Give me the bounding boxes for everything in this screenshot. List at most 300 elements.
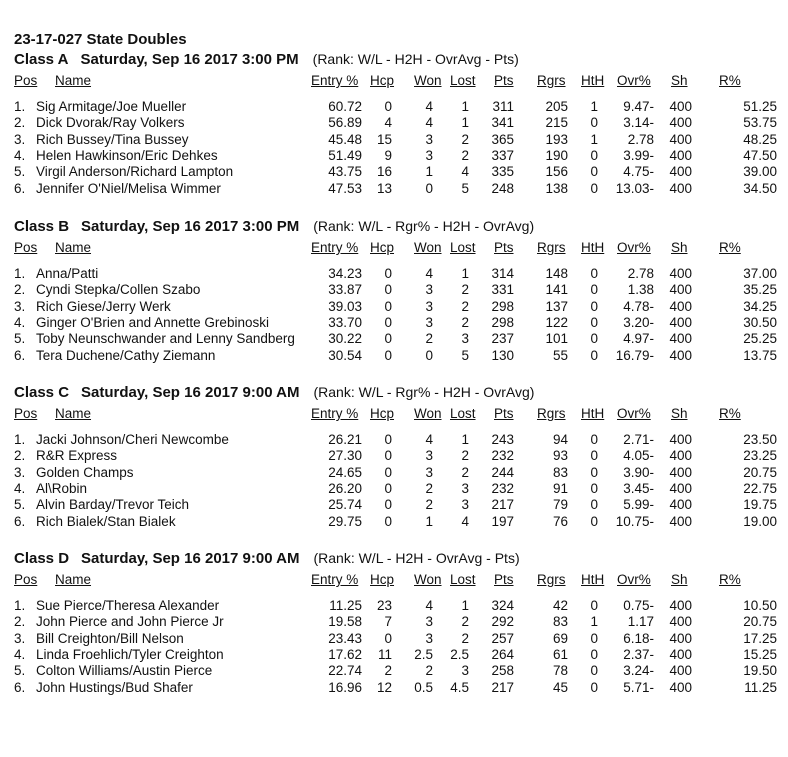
cell-hcp: 0 <box>384 432 392 447</box>
cell-sh: 400 <box>669 147 692 163</box>
cell-hcp: 7 <box>384 614 392 630</box>
column-header-pos: Pos <box>14 406 38 421</box>
cell-rpct: 30.50 <box>743 314 777 330</box>
cell-rgrs: 205 <box>545 99 568 114</box>
cell-entry: 29.75 <box>328 513 362 529</box>
cell-lost: 3 <box>461 663 469 679</box>
column-header-won: Won <box>414 73 442 88</box>
cell-rpct: 51.25 <box>743 99 777 114</box>
cell-ovr: 4.97- <box>623 331 654 347</box>
cell-name: Anna/Patti <box>36 266 99 281</box>
cell-entry: 51.49 <box>328 147 362 163</box>
cell-pts: 243 <box>491 432 514 447</box>
cell-entry: 30.54 <box>328 347 362 363</box>
cell-name: Rich Giese/Jerry Werk <box>36 298 171 314</box>
cell-hcp: 0 <box>384 314 392 330</box>
cell-ovr: 3.24- <box>623 663 654 679</box>
cell-pts: 264 <box>491 646 514 662</box>
column-header-rpct: R% <box>719 406 741 421</box>
class-rank-rule: (Rank: W/L - Rgr% - H2H - OvrAvg) <box>313 218 535 234</box>
cell-lost: 1 <box>461 99 469 114</box>
cell-hcp: 0 <box>384 480 392 496</box>
cell-pts: 314 <box>491 266 514 281</box>
cell-ovr: 3.90- <box>623 464 654 480</box>
table-row <box>0 465 788 481</box>
cell-hth: 0 <box>590 314 598 330</box>
cell-hcp: 4 <box>384 115 392 131</box>
class-name: Class A <box>14 51 69 68</box>
table-row <box>0 631 788 647</box>
cell-lost: 2 <box>461 448 469 464</box>
column-header-lost: Lost <box>450 572 476 587</box>
cell-sh: 400 <box>669 298 692 314</box>
cell-won: 2 <box>425 331 433 347</box>
cell-pos: 6. <box>14 347 26 363</box>
class-name: Class B <box>14 218 70 235</box>
cell-lost: 3 <box>461 331 469 347</box>
cell-pos: 3. <box>14 131 26 147</box>
cell-lost: 2 <box>461 131 469 147</box>
cell-rpct: 34.25 <box>743 298 777 314</box>
cell-hcp: 0 <box>384 99 392 114</box>
cell-rgrs: 93 <box>552 448 568 464</box>
cell-hth: 1 <box>590 614 598 630</box>
cell-pos: 5. <box>14 331 26 347</box>
cell-lost: 3 <box>461 480 469 496</box>
cell-entry: 60.72 <box>328 99 362 114</box>
cell-pos: 5. <box>14 497 26 513</box>
cell-rpct: 35.25 <box>743 282 777 298</box>
table-row <box>0 115 788 131</box>
cell-name: R&R Express <box>36 448 118 464</box>
column-header-hth: HtH <box>581 73 605 88</box>
cell-lost: 2 <box>461 282 469 298</box>
cell-lost: 2 <box>461 630 469 646</box>
column-header-sh: Sh <box>671 240 688 255</box>
column-header-pos: Pos <box>14 240 38 255</box>
table-row <box>0 148 788 164</box>
cell-hth: 0 <box>590 646 598 662</box>
class-name: Class C <box>14 384 70 401</box>
cell-rgrs: 69 <box>552 630 568 646</box>
cell-name: Virgil Anderson/Richard Lampton <box>36 164 234 180</box>
cell-pos: 2. <box>14 448 26 464</box>
cell-name: John Hustings/Bud Shafer <box>36 679 193 695</box>
cell-name: Toby Neunschwander and Lenny Sandberg <box>36 331 295 347</box>
cell-pts: 298 <box>491 314 514 330</box>
cell-entry: 26.20 <box>328 480 362 496</box>
cell-name: Golden Champs <box>36 464 134 480</box>
cell-rgrs: 193 <box>545 131 568 147</box>
cell-ovr: 1.17 <box>627 614 654 630</box>
cell-hth: 0 <box>590 180 598 196</box>
cell-won: 3 <box>425 630 433 646</box>
cell-lost: 1 <box>461 266 469 281</box>
cell-lost: 1 <box>461 432 469 447</box>
cell-rgrs: 190 <box>545 147 568 163</box>
cell-rgrs: 76 <box>552 513 568 529</box>
class-date: Saturday, Sep 16 2017 9:00 AM <box>81 384 300 401</box>
cell-hth: 0 <box>590 630 598 646</box>
cell-lost: 1 <box>461 115 469 131</box>
table-row <box>0 432 788 448</box>
cell-rpct: 20.75 <box>743 464 777 480</box>
cell-ovr: 16.79- <box>615 347 654 363</box>
cell-pts: 257 <box>491 630 514 646</box>
cell-name: Rich Bussey/Tina Bussey <box>36 131 189 147</box>
cell-rpct: 15.25 <box>743 646 777 662</box>
cell-hth: 0 <box>590 331 598 347</box>
cell-hth: 0 <box>590 164 598 180</box>
cell-won: 4 <box>425 99 433 114</box>
cell-sh: 400 <box>669 131 692 147</box>
cell-hth: 0 <box>590 266 598 281</box>
cell-pts: 337 <box>491 147 514 163</box>
cell-lost: 2 <box>461 314 469 330</box>
cell-entry: 19.58 <box>328 614 362 630</box>
cell-rgrs: 148 <box>545 266 568 281</box>
cell-rgrs: 156 <box>545 164 568 180</box>
cell-rpct: 19.00 <box>743 513 777 529</box>
cell-hcp: 9 <box>384 147 392 163</box>
cell-sh: 400 <box>669 266 692 281</box>
cell-pts: 197 <box>491 513 514 529</box>
cell-entry: 26.21 <box>328 432 362 447</box>
cell-hth: 1 <box>590 99 598 114</box>
column-header-pos: Pos <box>14 572 38 587</box>
cell-hcp: 12 <box>376 679 392 695</box>
cell-rgrs: 83 <box>552 464 568 480</box>
cell-rpct: 48.25 <box>743 131 777 147</box>
cell-hth: 0 <box>590 448 598 464</box>
cell-entry: 47.53 <box>328 180 362 196</box>
cell-sh: 400 <box>669 480 692 496</box>
cell-sh: 400 <box>669 464 692 480</box>
column-header-sh: Sh <box>671 572 688 587</box>
column-header-won: Won <box>414 240 442 255</box>
cell-rgrs: 141 <box>545 282 568 298</box>
table-row <box>0 164 788 180</box>
table-row <box>0 663 788 679</box>
cell-ovr: 2.37- <box>623 646 654 662</box>
cell-hth: 1 <box>590 131 598 147</box>
cell-ovr: 3.99- <box>623 147 654 163</box>
cell-name: Al\Robin <box>36 480 88 496</box>
cell-hcp: 0 <box>384 347 392 363</box>
class-section <box>0 218 788 388</box>
cell-rpct: 37.00 <box>743 266 777 281</box>
table-row <box>0 614 788 630</box>
column-header-rgrs: Rgrs <box>537 406 566 421</box>
cell-pts: 244 <box>491 464 514 480</box>
cell-ovr: 4.05- <box>623 448 654 464</box>
cell-ovr: 2.78 <box>627 131 654 147</box>
cell-name: Colton Williams/Austin Pierce <box>36 663 213 679</box>
cell-lost: 4 <box>461 164 469 180</box>
cell-won: 3 <box>425 131 433 147</box>
column-header-name: Name <box>55 240 92 255</box>
column-header-hth: HtH <box>581 572 605 587</box>
cell-rpct: 13.75 <box>743 347 777 363</box>
table-row <box>0 680 788 696</box>
cell-won: 3 <box>425 614 433 630</box>
column-header-entry: Entry % <box>311 406 359 421</box>
cell-name: Helen Hawkinson/Eric Dehkes <box>36 147 218 163</box>
cell-won: 0.5 <box>414 679 433 695</box>
cell-rgrs: 215 <box>545 115 568 131</box>
table-row <box>0 647 788 663</box>
column-header-rgrs: Rgrs <box>537 572 566 587</box>
cell-lost: 2.5 <box>450 646 469 662</box>
table-row <box>0 448 788 464</box>
class-section <box>0 550 788 720</box>
cell-hcp: 23 <box>376 598 392 613</box>
cell-pos: 3. <box>14 298 26 314</box>
cell-ovr: 9.47- <box>623 99 654 114</box>
table-row <box>0 598 788 614</box>
column-header-hth: HtH <box>581 406 605 421</box>
column-header-won: Won <box>414 572 442 587</box>
class-section <box>0 384 788 554</box>
cell-hth: 0 <box>590 679 598 695</box>
column-header-rgrs: Rgrs <box>537 73 566 88</box>
cell-pts: 237 <box>491 331 514 347</box>
cell-rpct: 22.75 <box>743 480 777 496</box>
cell-pos: 4. <box>14 480 26 496</box>
cell-won: 4 <box>425 598 433 613</box>
table-row <box>0 266 788 282</box>
cell-pts: 335 <box>491 164 514 180</box>
cell-name: Sig Armitage/Joe Mueller <box>36 99 187 114</box>
cell-rpct: 39.00 <box>743 164 777 180</box>
cell-pos: 4. <box>14 646 26 662</box>
cell-hcp: 0 <box>384 331 392 347</box>
column-header-pts: Pts <box>494 572 514 587</box>
cell-ovr: 3.20- <box>623 314 654 330</box>
cell-lost: 2 <box>461 614 469 630</box>
cell-won: 3 <box>425 464 433 480</box>
cell-won: 4 <box>425 266 433 281</box>
cell-pos: 1. <box>14 266 26 281</box>
cell-pos: 4. <box>14 147 26 163</box>
table-row <box>0 331 788 347</box>
cell-entry: 16.96 <box>328 679 362 695</box>
cell-pos: 1. <box>14 598 26 613</box>
cell-won: 0 <box>425 347 433 363</box>
cell-name: Jacki Johnson/Cheri Newcombe <box>36 432 229 447</box>
cell-sh: 400 <box>669 180 692 196</box>
column-header-hcp: Hcp <box>370 572 395 587</box>
column-header-pos: Pos <box>14 73 38 88</box>
cell-sh: 400 <box>669 99 692 114</box>
cell-rpct: 19.75 <box>743 497 777 513</box>
class-header <box>14 218 534 235</box>
cell-pos: 3. <box>14 630 26 646</box>
cell-hth: 0 <box>590 115 598 131</box>
cell-rpct: 10.50 <box>743 598 777 613</box>
cell-rpct: 25.25 <box>743 331 777 347</box>
cell-ovr: 4.78- <box>623 298 654 314</box>
cell-hcp: 0 <box>384 266 392 281</box>
cell-sh: 400 <box>669 282 692 298</box>
cell-rgrs: 138 <box>545 180 568 196</box>
cell-rpct: 53.75 <box>743 115 777 131</box>
class-header <box>14 550 520 567</box>
cell-rpct: 47.50 <box>743 147 777 163</box>
cell-rpct: 11.25 <box>744 679 777 695</box>
cell-lost: 2 <box>461 147 469 163</box>
cell-entry: 45.48 <box>328 131 362 147</box>
cell-sh: 400 <box>669 646 692 662</box>
cell-sh: 400 <box>669 432 692 447</box>
cell-entry: 24.65 <box>328 464 362 480</box>
cell-sh: 400 <box>669 663 692 679</box>
class-header <box>14 51 519 68</box>
cell-pts: 232 <box>491 480 514 496</box>
table-row <box>0 181 788 197</box>
cell-hcp: 0 <box>384 282 392 298</box>
cell-hcp: 2 <box>384 663 392 679</box>
cell-ovr: 3.14- <box>623 115 654 131</box>
cell-won: 4 <box>425 432 433 447</box>
column-header-name: Name <box>55 73 92 88</box>
cell-ovr: 6.18- <box>623 630 654 646</box>
cell-won: 1 <box>425 164 433 180</box>
cell-hcp: 0 <box>384 513 392 529</box>
cell-sh: 400 <box>669 347 692 363</box>
cell-entry: 39.03 <box>328 298 362 314</box>
cell-pts: 298 <box>491 298 514 314</box>
class-rank-rule: (Rank: W/L - Rgr% - H2H - OvrAvg) <box>313 384 535 400</box>
class-rank-rule: (Rank: W/L - H2H - OvrAvg - Pts) <box>313 550 520 566</box>
cell-lost: 5 <box>461 347 469 363</box>
cell-hcp: 0 <box>384 630 392 646</box>
table-row <box>0 282 788 298</box>
class-rank-rule: (Rank: W/L - H2H - OvrAvg - Pts) <box>312 51 519 67</box>
cell-sh: 400 <box>669 614 692 630</box>
cell-entry: 56.89 <box>328 115 362 131</box>
column-header-sh: Sh <box>671 73 688 88</box>
cell-ovr: 3.45- <box>623 480 654 496</box>
cell-hth: 0 <box>590 480 598 496</box>
column-header-sh: Sh <box>671 406 688 421</box>
cell-ovr: 0.75- <box>623 598 654 613</box>
cell-name: Cyndi Stepka/Collen Szabo <box>36 282 201 298</box>
column-header-lost: Lost <box>450 73 476 88</box>
cell-name: Rich Bialek/Stan Bialek <box>36 513 176 529</box>
cell-hcp: 15 <box>376 131 392 147</box>
cell-name: Jennifer O'Niel/Melisa Wimmer <box>36 180 221 196</box>
cell-entry: 23.43 <box>328 630 362 646</box>
cell-pos: 5. <box>14 164 26 180</box>
cell-pos: 2. <box>14 282 26 298</box>
cell-pts: 365 <box>491 131 514 147</box>
cell-rpct: 17.25 <box>743 630 777 646</box>
cell-name: John Pierce and John Pierce Jr <box>36 614 224 630</box>
column-header-rpct: R% <box>719 240 741 255</box>
cell-sh: 400 <box>669 164 692 180</box>
cell-ovr: 10.75- <box>615 513 654 529</box>
column-header-won: Won <box>414 406 442 421</box>
cell-entry: 33.87 <box>328 282 362 298</box>
cell-hcp: 0 <box>384 298 392 314</box>
cell-pos: 3. <box>14 464 26 480</box>
cell-entry: 22.74 <box>328 663 362 679</box>
cell-hcp: 16 <box>376 164 392 180</box>
cell-pos: 6. <box>14 679 26 695</box>
cell-rgrs: 94 <box>552 432 568 447</box>
cell-sh: 400 <box>669 598 692 613</box>
cell-rgrs: 83 <box>552 614 568 630</box>
cell-name: Alvin Barday/Trevor Teich <box>36 497 190 513</box>
cell-pos: 2. <box>14 614 26 630</box>
cell-name: Tera Duchene/Cathy Ziemann <box>36 347 216 363</box>
cell-lost: 4 <box>461 513 469 529</box>
column-header-rpct: R% <box>719 73 741 88</box>
cell-hth: 0 <box>590 347 598 363</box>
cell-name: Ginger O'Brien and Annette Grebinoski <box>36 314 269 330</box>
column-header-lost: Lost <box>450 240 476 255</box>
cell-hcp: 0 <box>384 497 392 513</box>
table-row <box>0 299 788 315</box>
column-header-name: Name <box>55 572 92 587</box>
cell-pts: 311 <box>492 99 514 114</box>
cell-rgrs: 42 <box>552 598 568 613</box>
cell-lost: 5 <box>461 180 469 196</box>
column-header-entry: Entry % <box>311 240 359 255</box>
class-name: Class D <box>14 550 70 567</box>
cell-pts: 217 <box>491 497 514 513</box>
cell-sh: 400 <box>669 115 692 131</box>
cell-pts: 341 <box>491 115 514 131</box>
cell-rpct: 20.75 <box>743 614 777 630</box>
cell-pts: 292 <box>491 614 514 630</box>
cell-entry: 34.23 <box>328 266 362 281</box>
column-header-name: Name <box>55 406 92 421</box>
cell-won: 2 <box>425 497 433 513</box>
cell-lost: 1 <box>461 598 469 613</box>
cell-won: 3 <box>425 448 433 464</box>
class-header <box>14 384 534 401</box>
column-header-pts: Pts <box>494 73 514 88</box>
cell-rpct: 34.50 <box>743 180 777 196</box>
cell-entry: 11.25 <box>329 598 362 613</box>
cell-ovr: 2.78 <box>627 266 654 281</box>
table-row <box>0 481 788 497</box>
cell-rgrs: 101 <box>545 331 568 347</box>
cell-sh: 400 <box>669 497 692 513</box>
cell-ovr: 2.71- <box>623 432 654 447</box>
cell-name: Linda Froehlich/Tyler Creighton <box>36 646 224 662</box>
cell-ovr: 5.99- <box>623 497 654 513</box>
class-section <box>0 51 788 221</box>
cell-name: Dick Dvorak/Ray Volkers <box>36 115 185 131</box>
cell-hth: 0 <box>590 497 598 513</box>
cell-won: 2 <box>425 480 433 496</box>
cell-pts: 248 <box>491 180 514 196</box>
column-header-pts: Pts <box>494 240 514 255</box>
cell-rpct: 19.50 <box>743 663 777 679</box>
cell-hcp: 0 <box>384 448 392 464</box>
cell-entry: 30.22 <box>328 331 362 347</box>
cell-rpct: 23.25 <box>743 448 777 464</box>
cell-won: 3 <box>425 314 433 330</box>
cell-pts: 130 <box>491 347 514 363</box>
cell-won: 2 <box>425 663 433 679</box>
cell-pts: 258 <box>491 663 514 679</box>
column-header-hcp: Hcp <box>370 406 395 421</box>
cell-lost: 3 <box>461 497 469 513</box>
